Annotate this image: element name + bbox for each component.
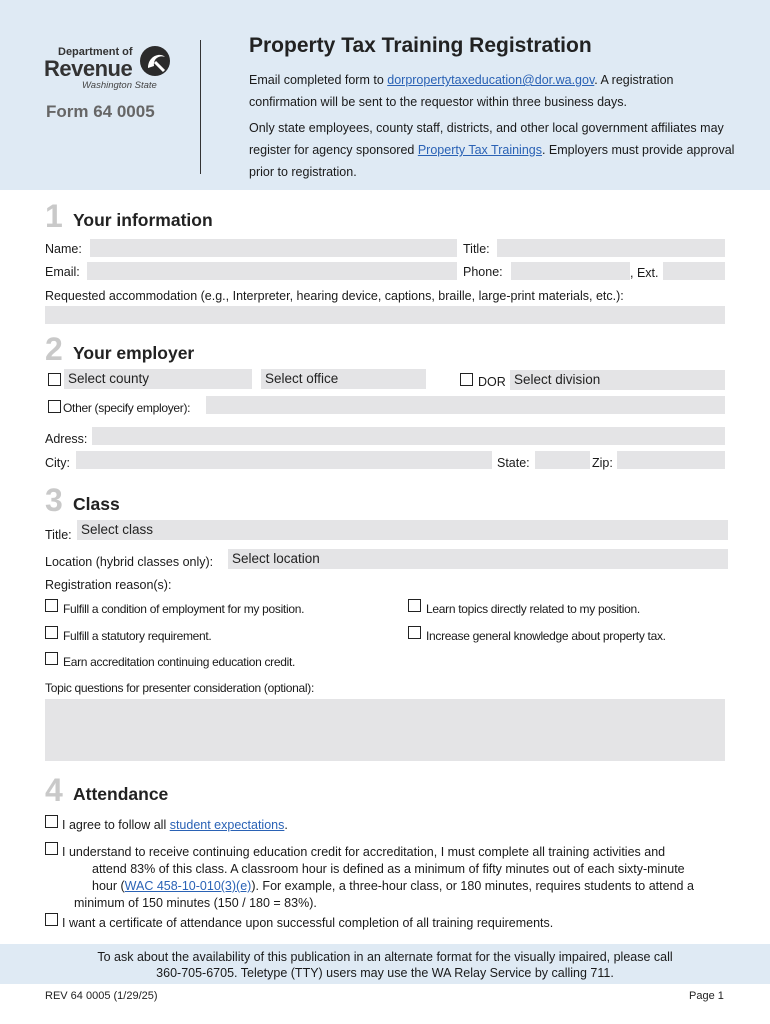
logo-state: Washington State	[82, 80, 157, 91]
county-checkbox[interactable]	[48, 373, 61, 386]
reason-knowledge-checkbox[interactable]	[408, 626, 421, 639]
section-2-title: Your employer	[73, 343, 195, 363]
header-divider	[200, 40, 201, 174]
reasons-label: Registration reason(s):	[45, 578, 172, 592]
ext-label: , Ext.	[630, 266, 659, 280]
ext-field[interactable]	[663, 262, 725, 280]
title-label: Title:	[463, 242, 490, 256]
dor-checkbox[interactable]	[460, 373, 473, 386]
page-title: Property Tax Training Registration	[249, 34, 592, 57]
city-field[interactable]	[76, 451, 492, 469]
state-label: State:	[497, 456, 530, 470]
reason-employment-label: Fulfill a condition of employment for my position.	[63, 602, 305, 616]
division-select[interactable]: Select division	[510, 370, 725, 390]
job-title-field[interactable]	[497, 239, 725, 257]
address-label: Adress:	[45, 432, 88, 446]
reason-topics-label: Learn topics directly related to my position.	[426, 602, 640, 616]
phone-label: Phone:	[463, 265, 503, 279]
section-2-number: 2	[45, 331, 63, 367]
reason-knowledge-label: Increase general knowledge about property tax.	[426, 629, 666, 643]
email-label: Email:	[45, 265, 80, 279]
header-instructions: Email completed form to dorpropertytaxeducation@dor.wa.gov. A registration confirmation will be sent to the requestor within three business days.	[249, 73, 674, 109]
form-number: Form 64 0005	[46, 102, 155, 121]
expectations-checkbox[interactable]	[45, 815, 58, 828]
office-select[interactable]: Select office	[261, 369, 426, 389]
other-employer-checkbox[interactable]	[48, 400, 61, 413]
email-link[interactable]: dorpropertytaxeducation@dor.wa.gov	[387, 73, 595, 87]
other-employer-label: Other (specify employer):	[63, 401, 191, 415]
address-field[interactable]	[92, 427, 725, 445]
reason-employment-checkbox[interactable]	[45, 599, 58, 612]
certificate-checkbox[interactable]	[45, 913, 58, 926]
name-field[interactable]	[90, 239, 457, 257]
certificate-statement: I want a certificate of attendance upon successful completion of all training requirements.	[62, 916, 554, 930]
page-number: Page 1	[689, 990, 724, 1002]
ce-credit-checkbox[interactable]	[45, 842, 58, 855]
property-tax-trainings-link[interactable]: Property Tax Trainings	[417, 143, 542, 157]
reason-accreditation-checkbox[interactable]	[45, 652, 58, 665]
zip-field[interactable]	[617, 451, 725, 469]
name-label: Name:	[45, 242, 82, 256]
section-4-number: 4	[45, 772, 63, 808]
accessibility-notice: To ask about the availability of this publication in an alternate format for the visually impaired, please call 360-705-6705. Teletype (TTY) users may use the WA Relay Service by calling 711.	[97, 950, 673, 980]
section-1-number: 1	[45, 198, 63, 234]
dor-label: DOR	[478, 375, 506, 389]
accommodation-field[interactable]	[45, 306, 725, 324]
section-4-title: Attendance	[73, 784, 169, 804]
zip-label: Zip:	[592, 456, 613, 470]
topics-label: Topic questions for presenter consideration (optional):	[45, 681, 314, 695]
dor-logo	[44, 44, 174, 94]
section-3-title: Class	[73, 494, 120, 514]
section-3-number: 3	[45, 482, 63, 518]
reason-topics-checkbox[interactable]	[408, 599, 421, 612]
header-eligibility: Only state employees, county staff, districts, and other local government affiliates may register for agency sponsored Property Tax Trainings. Employers must provide approval prior to registration.	[249, 121, 735, 179]
email-field[interactable]	[87, 262, 457, 280]
section-1-title: Your information	[73, 210, 213, 230]
revision-number: REV 64 0005 (1/29/25)	[45, 990, 158, 1002]
student-expectations-link[interactable]: student expectations	[169, 818, 285, 832]
phone-field[interactable]	[511, 262, 630, 280]
ce-credit-statement: I understand to receive continuing education credit for accreditation, I must complete all training activities and attend 83% of this class. A classroom hour is defined as a minimum of fifty minutes out of each sixty-minute hour (WAC 458-10-010(3)(e)). For example, a three-hour class, or 180 minutes, requires students to attend a minimum of 150 minutes (150 / 180 = 83%).	[62, 845, 694, 910]
accommodation-label: Requested accommodation (e.g., Interpreter, hearing device, captions, braille, large-print materials, etc.):	[45, 289, 624, 303]
expectations-statement: I agree to follow all student expectations.	[62, 818, 288, 832]
reason-statutory-checkbox[interactable]	[45, 626, 58, 639]
location-select[interactable]: Select location	[228, 549, 728, 569]
topics-textarea[interactable]	[45, 699, 725, 761]
reason-accreditation-label: Earn accreditation continuing education credit.	[63, 655, 296, 669]
class-select[interactable]: Select class	[77, 520, 728, 540]
logo-department: Department of	[58, 46, 133, 58]
other-employer-field[interactable]	[206, 396, 725, 414]
state-field[interactable]	[535, 451, 590, 469]
class-title-label: Title:	[45, 528, 72, 542]
reason-statutory-label: Fulfill a statutory requirement.	[63, 629, 212, 643]
logo-revenue: Revenue	[44, 56, 133, 81]
county-select[interactable]: Select county	[64, 369, 252, 389]
city-label: City:	[45, 456, 70, 470]
dor-logo-mark-icon	[138, 44, 172, 78]
location-label: Location (hybrid classes only):	[45, 555, 214, 569]
wac-link[interactable]: WAC 458-10-010(3)(e)	[124, 879, 252, 893]
